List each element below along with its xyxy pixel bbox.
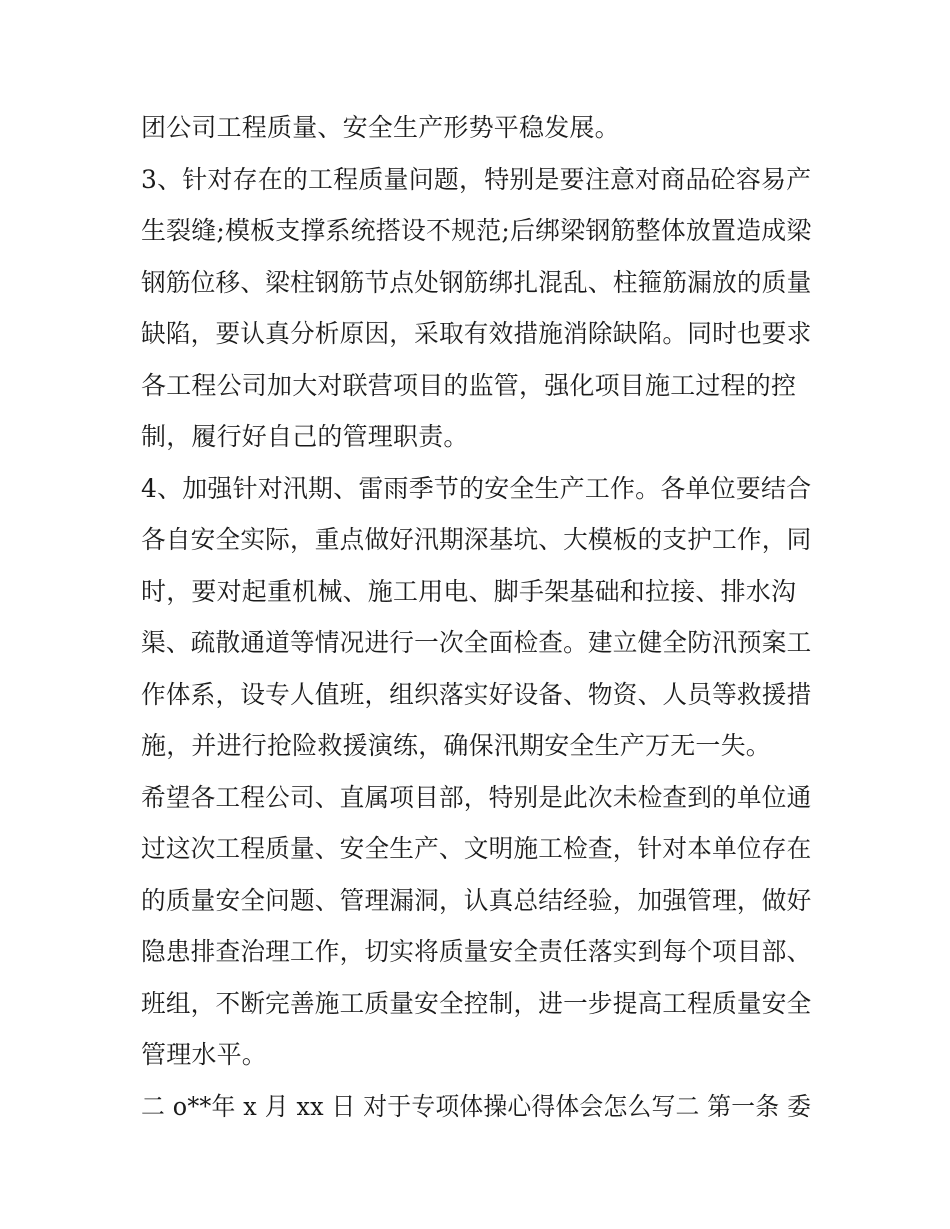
text-line: 管理水平。 <box>141 1040 268 1069</box>
text-line: 生裂缝;模板支撑系统搭设不规范;后绑梁钢筋整体放置造成梁 <box>141 216 812 245</box>
text-line: 各工程公司加大对联营项目的监管，强化项目施工过程的控 <box>141 371 797 400</box>
text-line: 作体系，设专人值班，组织落实好设备、物资、人员等救援措 <box>141 680 812 709</box>
text-line: 希望各工程公司、直属项目部，特别是此次未检查到的单位通 <box>141 783 812 812</box>
text-line: 缺陷，要认真分析原因，采取有效措施消除缺陷。同时也要求 <box>141 319 812 348</box>
text-line: 钢筋位移、梁柱钢筋节点处钢筋绑扎混乱、柱箍筋漏放的质量 <box>141 268 812 297</box>
text-line: 制，履行好自己的管理职责。 <box>141 422 469 451</box>
text-line: 施，并进行抢险救援演练，确保汛期安全生产万无一失。 <box>141 731 772 760</box>
text-line: 隐患排查治理工作，切实将质量安全责任落实到每个项目部、 <box>141 937 812 966</box>
text-line: 团公司工程质量、安全生产形势平稳发展。 <box>141 113 620 142</box>
text-line: 过这次工程质量、安全生产、文明施工检查，针对本单位存在 <box>141 834 812 863</box>
text-line: 二 o**年 x 月 xx 日 对于专项体操心得体会怎么写二 第一条 委 <box>141 1092 812 1121</box>
text-line: 渠、疏散通道等情况进行一次全面检查。建立健全防汛预案工 <box>141 628 812 657</box>
text-line: 各自安全实际，重点做好汛期深基坑、大模板的支护工作，同 <box>141 525 812 554</box>
text-line: 4、加强针对汛期、雷雨季节的安全生产工作。各单位要结合 <box>141 474 812 503</box>
text-line: 时，要对起重机械、施工用电、脚手架基础和拉接、排水沟 <box>141 577 797 606</box>
text-line: 的质量安全问题、管理漏洞，认真总结经验，加强管理，做好 <box>141 886 812 915</box>
text-line: 3、针对存在的工程质量问题，特别是要注意对商品砼容易产 <box>141 165 812 194</box>
text-line: 班组，不断完善施工质量安全控制，进一步提高工程质量安全 <box>141 989 812 1018</box>
